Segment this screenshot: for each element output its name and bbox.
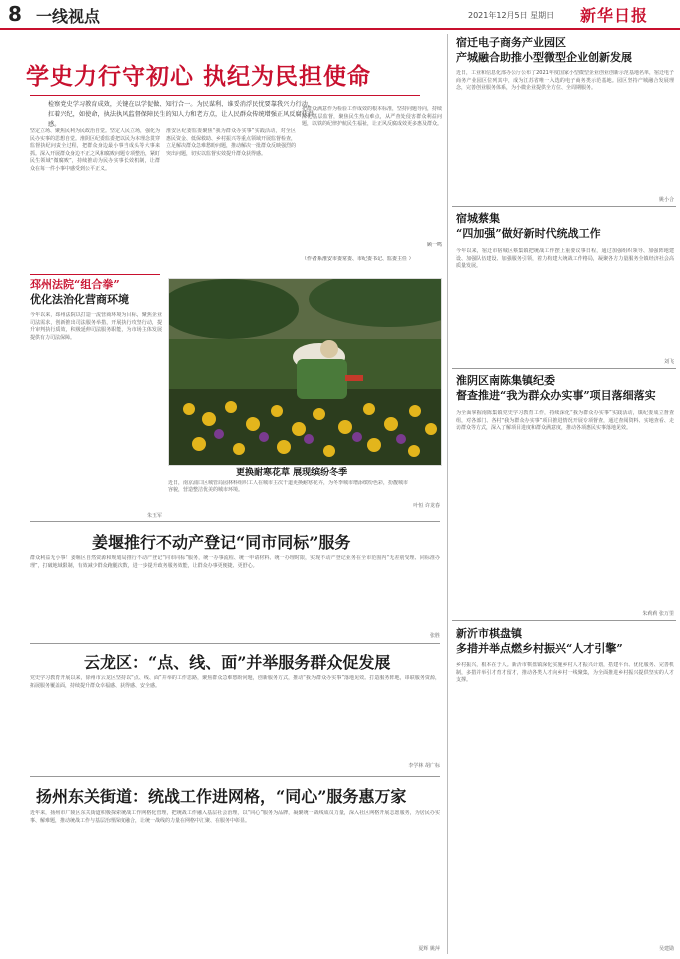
yunlong-reporter: 李学林 胡广标 xyxy=(408,763,440,769)
section-rule-huaiyin xyxy=(452,368,676,369)
huaiyin-body: 为全面掌握南陈集镇党史学习教育工作，持续深化“我为群众办实事”实践活动，镇纪委成立督查组，对各部门、各村“我为群众办实事”项目推进情况开展专项督查，通过查阅资料、实地查看、走访群众等方式，深入了解项目进度和群众满意度，推动各项惠民实事落地见效。 xyxy=(456,410,674,431)
section-rule-yangzhou xyxy=(30,776,440,777)
main-body-col2: 淮安区纪委监委聚焦“我为群众办实事”实践活动，对全区惠民资金、低保救助、乡村振兴等重点领域开展监督检查，立足解决群众急难愁盼问题，推动解决一批群众反映强烈的突出问题，切实以监督实效提升群众获得感。 xyxy=(166,128,296,157)
headline-rule xyxy=(30,95,420,96)
main-reporter: 顾一鸣 xyxy=(426,242,442,248)
sucheng-heading-2: “四加强”做好新时代统战工作 xyxy=(456,227,601,240)
yunlong-body: 党史学习教育开展以来，徐州市云龙区坚持以“点、线、面”并举的工作思路，聚焦群众急难愁盼问题，创新服务方式，推动“我为群众办实事”落地见效。打造服务阵地，串联服务资源，拓展服务覆盖面，持续提升群众幸福感、获得感、安全感。 xyxy=(30,675,440,689)
main-headline: 学史力行守初心 执纪为民担使命 xyxy=(26,63,372,90)
estate-heading: 姜堰推行不动产登记“同市同标”服务 xyxy=(92,533,351,552)
suqian-heading-1: 宿迁电子商务产业园区 xyxy=(456,36,566,49)
suqian-body: 近日，工业和信息化部办公厅公布了2021年度国家小型微型企业创业创新示范基地名单，宿迁电子商务产业园区位列其中，成为江苏省唯一入选的电子商务类示范基地。园区坚持产城融合发展理念，完善创业服务体系，为小微企业提供全方位、全周期服务。 xyxy=(456,70,674,91)
newspaper-logo: 新华日报 xyxy=(580,6,649,25)
section-title: 一线视点 xyxy=(36,7,101,26)
section-rule-xinyi xyxy=(452,620,676,621)
photo-caption: 近日，南京浦口区城管局园林科组织工人在城市主次干道更换耐寒花卉，为冬季城市增添缤纷色彩，扮靓城市容貌，营造整洁优美的城市环境。 xyxy=(168,480,408,493)
photo-credit: 叶恒 许龙春 xyxy=(413,503,440,509)
column-divider xyxy=(447,34,448,954)
sidebar-reporter: 朱玉军 xyxy=(146,513,162,519)
huaiyin-heading-1: 淮阴区南陈集镇纪委 xyxy=(456,374,555,387)
yangzhou-body: 近年来，扬州市广陵区东关街道积极探索统战工作网格化管理，把统战工作融入基层社会治理，以“同心”服务为品牌，凝聚统一战线成员力量，深入社区网格开展志愿服务，为居民办实事、解难题，推动统战工作与基层治理深度融合，让统一战线的力量在网格中汇聚、在服务中彰显。 xyxy=(30,810,440,824)
flower-photo xyxy=(168,278,442,466)
main-body-col1: 坚定立场、聚焦民利为民政治自觉。坚定人民立场，强化为民办实事的思想自觉。淮阴区纪委监委把以民为本理念贯穿监督执纪问责全过程，把群众身边最小事当成头等大事来抓。深入开展群众身边不正之风和腐败问题专项整治，紧盯民生领域“微腐败”，持续推动为民办实事长效机制，让群众在每一件小事中感受到公平正义。 xyxy=(30,128,160,172)
sidebar-heading-2: 优化法治化营商环境 xyxy=(30,293,129,306)
suqian-reporter: 姚小合 xyxy=(658,197,674,203)
sidebar-rule xyxy=(30,274,160,275)
xinyi-body: 乡村振兴，根本在于人。新沂市棋盘镇深化实施乡村人才振兴计划，搭建平台、优化服务、完善机制，多措并举引才育才留才，推动各类人才向乡村一线聚集，为全面推进乡村振兴提供坚实的人才支撑。 xyxy=(456,662,674,683)
huaiyin-reporter: 朱莉莉 张万里 xyxy=(642,611,674,617)
xinyi-heading-1: 新沂市棋盘镇 xyxy=(456,627,522,640)
sucheng-reporter: 刘飞 xyxy=(663,359,674,365)
huaiyin-heading-2: 督查推进“我为群众办实事”项目落细落实 xyxy=(456,389,656,402)
photo-caption-title: 更换耐寒花草 展现缤纷冬季 xyxy=(236,468,348,478)
lead-paragraph: 检察党史学习教育成效，关键在以学促做、知行合一。为民谋利、谁妥消浮民忧要靠我兴力行动，扛着兴纪，如使命，执法执风监督保障民生的知人力和老方点，让人民群众传统增强正风反腐获得感。 xyxy=(48,101,315,128)
xinyi-heading-2: 多措并举点燃乡村振兴“人才引擎” xyxy=(456,642,623,655)
photo-illustration xyxy=(169,279,441,465)
suqian-heading-2: 产城融合助推小型微型企业创新发展 xyxy=(456,51,632,64)
sidebar-body: 今年以来，邳州法院以打造一流营商环境为目标，聚焦企业司法需求，创新推出司法服务举措，开展执行攻坚行动，提升审判执行质效，积极延伸司法服务职能，为市场主体发展提供有力司法保障。 xyxy=(30,312,162,341)
section-rule-estate xyxy=(30,521,440,522)
yunlong-heading: 云龙区：“点、线、面”并举服务群众促发展 xyxy=(84,653,391,672)
estate-reporter: 张胜 xyxy=(429,633,440,639)
yangzhou-reporter: 夏辉 姚萍 xyxy=(418,946,440,952)
masthead-bar xyxy=(0,0,680,30)
sucheng-body: 今年以来，宿迁市宿城区蔡集镇把统战工作摆上重要议事日程，通过加强组织领导、加强阵地建设、加强队伍建设、加强服务引领，着力构建大统战工作格局，凝聚各方力量服务全镇经济社会高质量发展。 xyxy=(456,248,674,269)
main-body-col3: 把群众满意作为检验工作成效的根本标准，坚持问题导向，持续深化基层监督，聚焦民生热点难点，从严查处侵害群众利益问题，以铁的纪律护航民生福祉，让正风反腐成效更多惠及群众。 xyxy=(302,106,442,127)
section-rule-yunlong xyxy=(30,643,440,644)
sucheng-heading-1: 宿城蔡集 xyxy=(456,212,500,225)
page-number: 8 xyxy=(8,2,22,26)
issue-date: 2021年12月5日 星期日 xyxy=(468,11,555,20)
main-author: （作者系淮安市委常委、市纪委书记、监委主任 ） xyxy=(302,256,414,262)
estate-body: 群众利益无小事！姜堰区自然资源和规划局推行不动产登记“同市同标”服务，统一办事流程、统一申请材料、统一办理时限，实现不动产登记业务在全市范围内“无差别受理、同标准办理”，打破地域限制，有效减少群众跑腿次数，进一步提升政务服务效能，让群众办事更便捷、更舒心。 xyxy=(30,555,440,569)
sidebar-heading-1: 邳州法院“组合拳” xyxy=(30,278,120,291)
xinyi-reporter: 吴建勋 xyxy=(658,946,674,952)
section-rule-sucheng xyxy=(452,206,676,207)
yangzhou-heading: 扬州东关街道：统战工作进网格，“同心”服务惠万家 xyxy=(36,787,407,806)
